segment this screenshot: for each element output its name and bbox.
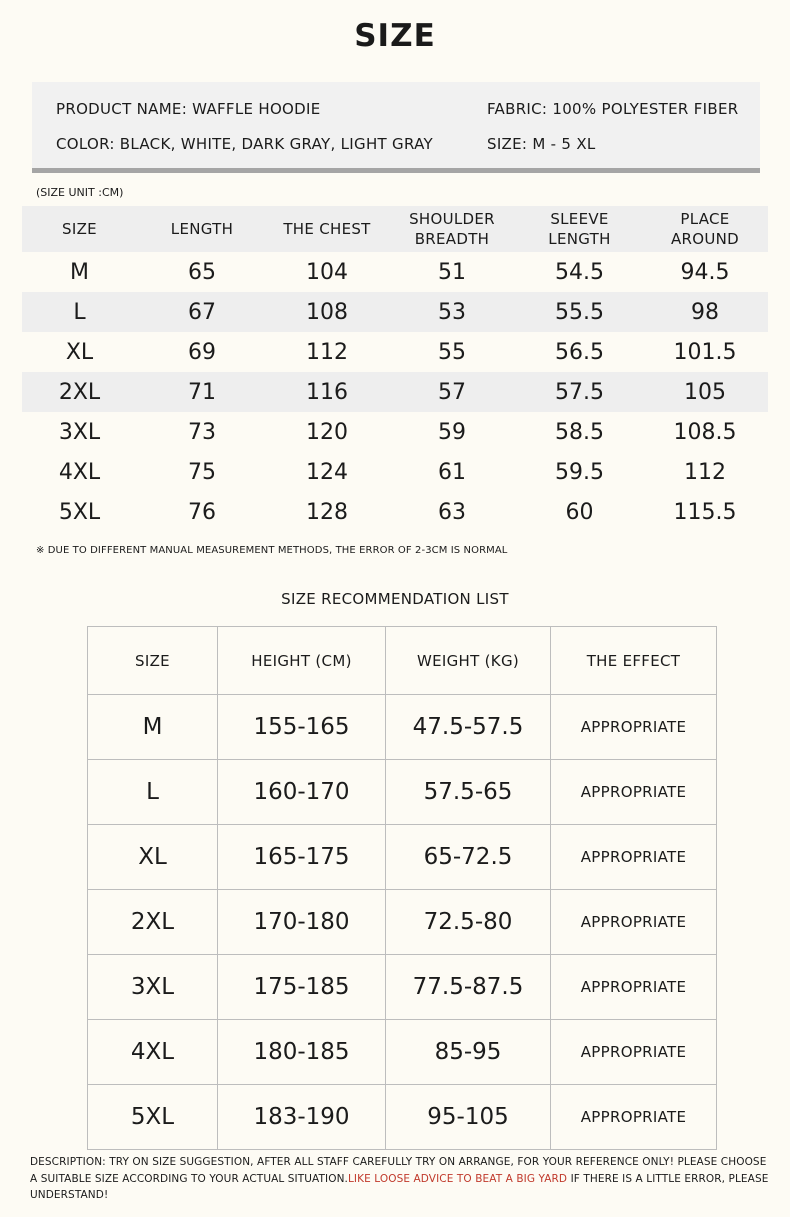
cell-place-around: 115.5: [673, 499, 737, 525]
cell-sleeve: 58.5: [555, 419, 604, 445]
description-text-end: IF THERE IS A LITTLE ERROR, PLEASE UNDERSTAND!: [30, 1172, 769, 1201]
cell-chest: 104: [306, 259, 348, 285]
table-row: [22, 292, 768, 332]
header-chest: THE CHEST: [267, 206, 387, 252]
table-row: [22, 332, 768, 372]
cell-sleeve: 60: [565, 499, 594, 525]
header-place-around: [642, 206, 768, 252]
rec-cell-size: L: [88, 760, 218, 825]
cell-size: M: [70, 259, 89, 285]
rec-cell-effect: APPROPRIATE: [551, 890, 717, 955]
rec-cell-size: 2XL: [88, 890, 218, 955]
table-row: [22, 452, 768, 492]
rec-cell-effect: APPROPRIATE: [551, 760, 717, 825]
cell-sleeve: 56.5: [555, 339, 604, 365]
rec-cell-weight: 72.5-80: [386, 890, 551, 955]
table-row: [22, 412, 768, 452]
rec-header-weight: WEIGHT (KG): [386, 627, 551, 695]
cell-chest: 116: [267, 372, 387, 412]
cell-place-around: 98: [642, 292, 768, 332]
color-info: COLOR: BLACK, WHITE, DARK GRAY, LIGHT GRAY: [56, 135, 433, 153]
header-place-line1: PLACE: [680, 210, 730, 228]
cell-place-around: 101.5: [673, 339, 737, 365]
product-info-box: [32, 82, 760, 173]
cell-shoulder: 59: [438, 419, 466, 445]
description-text: DESCRIPTION: TRY ON SIZE SUGGESTION, AFTER ALL STAFF CAREFULLY TRY ON ARRANGE, FOR YOUR REFERENCE ONLY! PLEASE CHOOSE A SUITABLE SIZE ACCORDING TO YOUR ACTUAL SITUATION.: [30, 1156, 767, 1185]
cell-size: L: [22, 292, 137, 332]
cell-place-around: 94.5: [680, 259, 730, 285]
product-name: PRODUCT NAME: WAFFLE HOODIE: [56, 100, 321, 118]
table-row: [88, 760, 717, 825]
description-highlight: LIKE LOOSE ADVICE TO BEAT A BIG YARD: [347, 1172, 568, 1185]
table-row: [22, 492, 768, 532]
cell-length: 73: [188, 419, 216, 445]
rec-cell-effect: APPROPRIATE: [551, 695, 717, 760]
rec-cell-effect: APPROPRIATE: [551, 1085, 717, 1150]
cell-chest: 112: [306, 339, 348, 365]
cell-sleeve: 54.5: [555, 259, 604, 285]
cell-place-around: 108.5: [673, 419, 737, 445]
cell-chest: 120: [306, 419, 348, 445]
rec-cell-weight: 77.5-87.5: [386, 955, 551, 1020]
cell-shoulder: 51: [438, 259, 466, 285]
cell-shoulder: 53: [387, 292, 517, 332]
cell-sleeve: 59.5: [555, 459, 604, 485]
cell-shoulder: 63: [438, 499, 466, 525]
header-shoulder-line1: SHOULDER: [409, 210, 495, 228]
table-row: [88, 955, 717, 1020]
rec-header-effect: THE EFFECT: [551, 627, 717, 695]
rec-cell-height: 183-190: [218, 1085, 386, 1150]
cell-size: 5XL: [58, 499, 101, 525]
page-title: SIZE: [354, 18, 436, 54]
cell-length: 67: [137, 292, 267, 332]
measurement-note: ※ DUE TO DIFFERENT MANUAL MEASUREMENT METHODS, THE ERROR OF 2-3CM IS NORMAL: [36, 545, 508, 556]
header-sleeve: [517, 206, 642, 252]
fabric-info: FABRIC: 100% POLYESTER FIBER: [487, 100, 739, 118]
cell-shoulder: 57: [387, 372, 517, 412]
rec-cell-height: 170-180: [218, 890, 386, 955]
rec-header-height: HEIGHT (CM): [218, 627, 386, 695]
table-row: [88, 695, 717, 760]
size-table-header: [22, 206, 768, 252]
size-table: [22, 206, 768, 532]
cell-size: XL: [65, 339, 94, 365]
header-sleeve-line1: SLEEVE: [550, 210, 609, 228]
cell-length: 75: [188, 459, 216, 485]
cell-sleeve: 55.5: [517, 292, 642, 332]
table-row: [88, 890, 717, 955]
recommendation-title: SIZE RECOMMENDATION LIST: [281, 590, 509, 608]
header-length: LENGTH: [137, 206, 267, 252]
header-shoulder-line2: BREADTH: [414, 230, 490, 248]
cell-size: 4XL: [58, 459, 101, 485]
rec-cell-effect: APPROPRIATE: [551, 955, 717, 1020]
header-shoulder: [387, 206, 517, 252]
rec-cell-size: XL: [88, 825, 218, 890]
cell-length: 71: [137, 372, 267, 412]
rec-cell-weight: 95-105: [386, 1085, 551, 1150]
table-row: [88, 1020, 717, 1085]
table-row: [22, 372, 768, 412]
recommendation-table: [87, 626, 717, 1150]
cell-place-around: 112: [684, 459, 726, 485]
cell-place-around: 105: [642, 372, 768, 412]
rec-header-size: SIZE: [88, 627, 218, 695]
description: [30, 1154, 770, 1204]
rec-cell-height: 155-165: [218, 695, 386, 760]
size-range-info: SIZE: M - 5 XL: [487, 135, 596, 153]
header-sleeve-line2: LENGTH: [548, 230, 611, 248]
rec-cell-height: 165-175: [218, 825, 386, 890]
rec-cell-size: M: [88, 695, 218, 760]
table-row: [88, 825, 717, 890]
cell-length: 76: [188, 499, 216, 525]
header-size: SIZE: [22, 206, 137, 252]
cell-shoulder: 55: [438, 339, 466, 365]
rec-cell-size: 3XL: [88, 955, 218, 1020]
header-place-line2: AROUND: [670, 230, 740, 248]
table-row: [22, 252, 768, 292]
rec-cell-weight: 65-72.5: [386, 825, 551, 890]
rec-cell-height: 175-185: [218, 955, 386, 1020]
cell-length: 65: [188, 259, 216, 285]
rec-cell-size: 5XL: [88, 1085, 218, 1150]
cell-shoulder: 61: [438, 459, 466, 485]
cell-sleeve: 57.5: [517, 372, 642, 412]
table-row: [88, 1085, 717, 1150]
recommendation-header: [88, 627, 717, 695]
rec-cell-weight: 57.5-65: [386, 760, 551, 825]
rec-cell-weight: 47.5-57.5: [386, 695, 551, 760]
cell-chest: 124: [306, 459, 348, 485]
cell-size: 2XL: [22, 372, 137, 412]
rec-cell-size: 4XL: [88, 1020, 218, 1085]
rec-cell-weight: 85-95: [386, 1020, 551, 1085]
rec-cell-effect: APPROPRIATE: [551, 1020, 717, 1085]
cell-size: 3XL: [58, 419, 101, 445]
rec-cell-height: 160-170: [218, 760, 386, 825]
rec-cell-effect: APPROPRIATE: [551, 825, 717, 890]
cell-chest: 128: [306, 499, 348, 525]
cell-chest: 108: [267, 292, 387, 332]
rec-cell-height: 180-185: [218, 1020, 386, 1085]
size-unit-label: (SIZE UNIT :CM): [36, 186, 124, 199]
cell-length: 69: [188, 339, 216, 365]
